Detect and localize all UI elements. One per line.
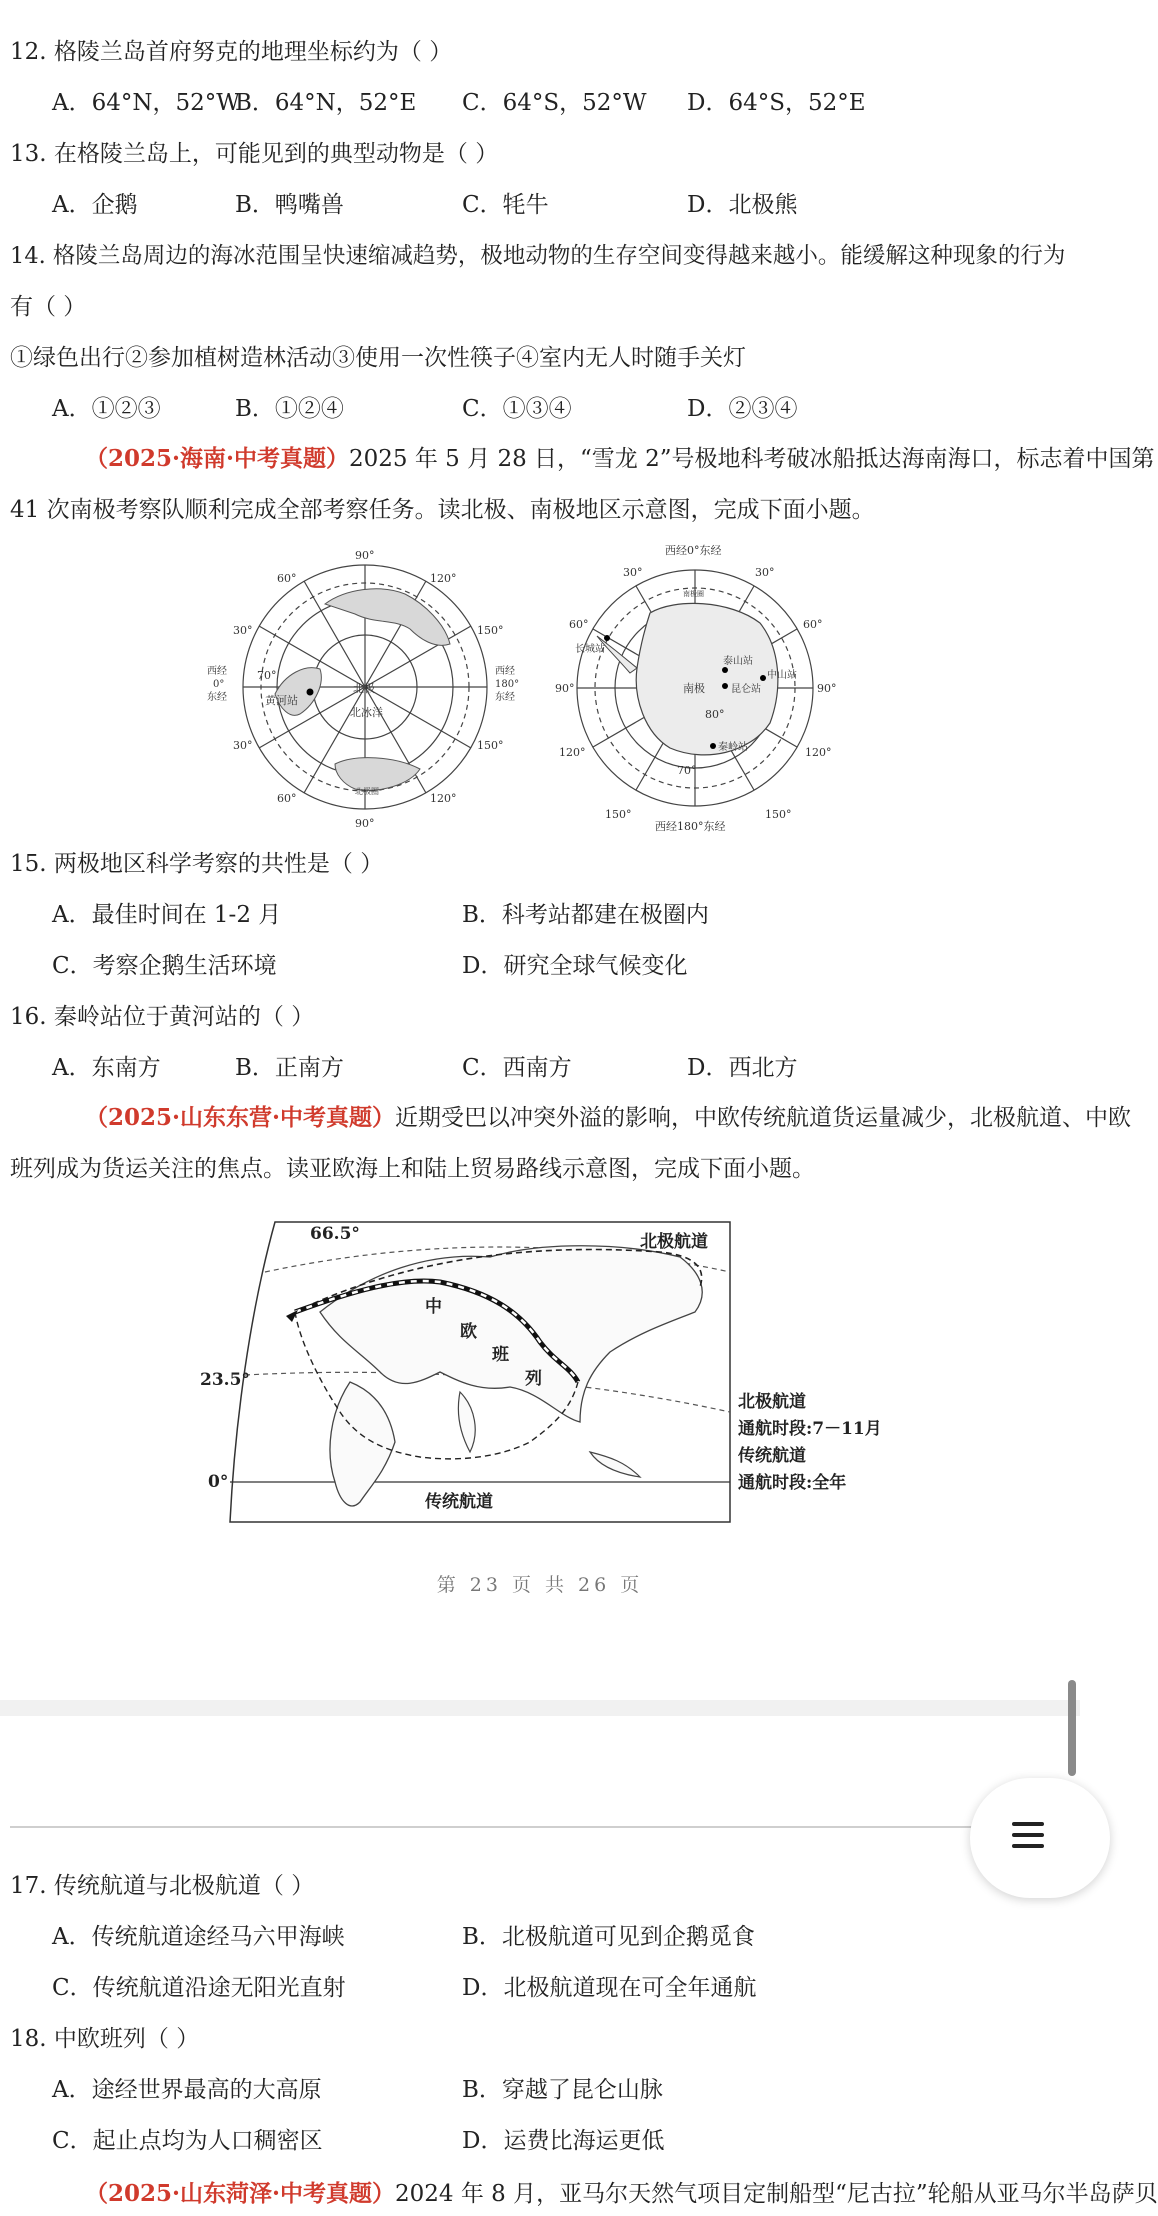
q12-option-c: C．64°S，52°W xyxy=(462,90,647,116)
antarctic-label-r60: 60° xyxy=(803,618,823,631)
q17-option-b: B．北极航道可见到企鹅觅食 xyxy=(462,1924,755,1950)
arctic-west-label-right: 西经 xyxy=(495,666,515,677)
traditional-route-label: 传统航道 xyxy=(425,1492,493,1512)
question-17-stem: 17. 传统航道与北极航道（ ） xyxy=(10,1873,315,1899)
q18-option-a: A．途经世界最高的大高原 xyxy=(52,2077,322,2103)
q15-option-d: D．研究全球气候变化 xyxy=(462,953,688,979)
dongying-intro-line1 xyxy=(85,1102,1131,1134)
heze-source-tag: （2025·山东菏泽·中考真题） xyxy=(85,2180,396,2207)
q16-option-a: A．东南方 xyxy=(52,1055,161,1081)
legend-traditional-period: 通航时段:全年 xyxy=(738,1473,847,1493)
arctic-label-tr120: 120° xyxy=(430,572,457,585)
q14-option-a: A．①②③ xyxy=(52,396,161,422)
kunlun-station-label: 昆仑站 xyxy=(731,684,761,695)
q12-option-d: D．64°S，52°E xyxy=(687,90,866,116)
taishan-station-dot xyxy=(722,667,728,673)
q18-option-c: C．起止点均为人口稠密区 xyxy=(52,2128,323,2154)
q15-option-b: B．科考站都建在极圈内 xyxy=(462,902,709,928)
q17-option-d: D．北极航道现在可全年通航 xyxy=(462,1975,757,2001)
q15-option-c: C．考察企鹅生活环境 xyxy=(52,953,277,979)
hainan-intro-text: 2025 年 5 月 28 日，“雪龙 2”号极地科考破冰船抵达海南海口，标志着中国第 xyxy=(349,446,1155,472)
antarctic-label-l150: 150° xyxy=(605,808,632,821)
antarctic-label-bottom: 西经180°东经 xyxy=(655,820,726,833)
arctic-label-l30: 30° xyxy=(233,624,253,637)
antarctic-label-r90: 90° xyxy=(817,682,837,695)
heze-intro-line1 xyxy=(85,2178,1158,2210)
legend-arctic-route: 北极航道 xyxy=(738,1392,806,1412)
arctic-label-br150: 150° xyxy=(477,739,504,752)
qinling-station-dot xyxy=(710,743,716,749)
antarctic-circle-label: 南极圈 xyxy=(683,590,704,598)
dongying-intro-text: 近期受巴以冲突外溢的影响，中欧传统航道货运量减少，北极航道、中欧 xyxy=(395,1105,1132,1131)
train-label-1: 中 xyxy=(425,1297,442,1317)
huanghe-station-dot xyxy=(307,689,314,696)
train-label-3: 班 xyxy=(492,1345,509,1365)
q15-option-a: A．最佳时间在 1-2 月 xyxy=(52,902,282,928)
zhongshan-station-label: 中山站 xyxy=(767,670,797,681)
hainan-source-tag: （2025·海南·中考真题） xyxy=(85,445,350,472)
arctic-west-label: 西经 xyxy=(207,666,227,677)
arctic-label-tl60: 60° xyxy=(277,572,297,585)
q13-option-b: B．鸭嘴兽 xyxy=(235,192,344,218)
south-pole-label: 南极 xyxy=(683,682,705,695)
antarctic-label-r150: 150° xyxy=(765,808,792,821)
q18-option-b: B．穿越了昆仑山脉 xyxy=(462,2077,663,2103)
hainan-intro-line2: 41 次南极考察队顺利完成全部考察任务。读北极、南极地区示意图，完成下面小题。 xyxy=(10,497,875,523)
lat-23-5-label: 23.5° xyxy=(200,1370,250,1390)
question-14-stem-line1: 14. 格陵兰岛周边的海冰范围呈快速缩减趋势，极地动物的生存空间变得越来越小。能缓解这种现象的行为 xyxy=(10,243,1066,269)
north-pole-label: 北极 xyxy=(353,682,375,695)
changcheng-station-label: 长城站 xyxy=(575,644,605,655)
lat-66-5-label: 66.5° xyxy=(310,1224,360,1244)
q17-option-a: A．传统航道途经马六甲海峡 xyxy=(52,1924,345,1950)
arctic-route-label: 北极航道 xyxy=(640,1232,708,1252)
scrollbar-thumb[interactable] xyxy=(1068,1680,1076,1776)
question-15-stem: 15. 两极地区科学考察的共性是（ ） xyxy=(10,851,384,877)
kunlun-station-dot xyxy=(722,683,728,689)
antarctic-label-tr30: 30° xyxy=(755,566,775,579)
zhongshan-station-dot xyxy=(760,675,766,681)
arctic-east-label: 东经 xyxy=(207,692,227,703)
antarctic-lat70-label: 70° xyxy=(677,764,697,777)
q13-option-a: A．企鹅 xyxy=(52,192,138,218)
question-13-stem: 13. 在格陵兰岛上，可能见到的典型动物是（ ） xyxy=(10,141,499,167)
dongying-source-tag: （2025·山东东营·中考真题） xyxy=(85,1104,396,1131)
page-gap xyxy=(0,1700,1080,1716)
huanghe-station-label: 黄河站 xyxy=(265,694,298,707)
train-label-2: 欧 xyxy=(460,1322,477,1342)
page-divider xyxy=(10,1826,1000,1828)
question-14-statements: ①绿色出行②参加植树造林活动③使用一次性筷子④室内无人时随手关灯 xyxy=(10,345,746,371)
q12-option-b: B．64°N，52°E xyxy=(235,90,417,116)
question-16-stem: 16. 秦岭站位于黄河站的（ ） xyxy=(10,1004,315,1030)
arctic-label-bottom: 90° xyxy=(355,817,375,830)
lat-0-label: 0° xyxy=(208,1472,229,1492)
antarctic-label-tl30: 30° xyxy=(623,566,643,579)
q16-option-d: D．西北方 xyxy=(687,1055,798,1081)
q12-option-a: A．64°N，52°W xyxy=(52,90,240,116)
q14-option-c: C．①③④ xyxy=(462,396,572,422)
train-label-4: 列 xyxy=(525,1369,542,1389)
q16-option-b: B．正南方 xyxy=(235,1055,344,1081)
antarctic-lat80-label: 80° xyxy=(705,708,725,721)
q13-option-c: C．牦牛 xyxy=(462,192,549,218)
taishan-station-label: 泰山站 xyxy=(723,656,753,667)
legend-traditional-route: 传统航道 xyxy=(738,1446,806,1466)
antarctic-label-l60: 60° xyxy=(569,618,589,631)
arctic-zero-label: 0° xyxy=(213,679,225,690)
q17-option-c: C．传统航道沿途无阳光直射 xyxy=(52,1975,346,2001)
hainan-intro-line1 xyxy=(85,443,1154,475)
q16-option-c: C．西南方 xyxy=(462,1055,572,1081)
arctic-map xyxy=(205,544,535,830)
arctic-ocean-label: 北冰洋 xyxy=(350,706,383,719)
arctic-label-r150: 150° xyxy=(477,624,504,637)
arctic-east-label-right: 东经 xyxy=(495,692,515,703)
q14-option-b: B．①②④ xyxy=(235,396,344,422)
antarctic-label-top: 西经0°东经 xyxy=(665,544,722,557)
arctic-label-top: 90° xyxy=(355,549,375,562)
antarctic-label-r120: 120° xyxy=(805,746,832,759)
arctic-circle-label: 北极圈 xyxy=(355,787,379,796)
antarctic-label-l90: 90° xyxy=(555,682,575,695)
legend-arctic-period: 通航时段:7－11月 xyxy=(738,1419,882,1439)
menu-button[interactable] xyxy=(970,1778,1110,1898)
qinling-station-label: 秦岭站 xyxy=(718,742,748,753)
question-14-stem-line2: 有（ ） xyxy=(10,294,87,320)
question-18-stem: 18. 中欧班列（ ） xyxy=(10,2026,200,2052)
arctic-180-label: 180° xyxy=(495,679,520,690)
dongying-intro-line2: 班列成为货运关注的焦点。读亚欧海上和陆上贸易路线示意图，完成下面小题。 xyxy=(10,1156,815,1182)
arctic-label-bl30: 30° xyxy=(233,739,253,752)
antarctic-map xyxy=(555,538,875,833)
heze-intro-text: 2024 年 8 月，亚马尔天然气项目定制船型“尼古拉”轮船从亚马尔半岛萨贝 xyxy=(395,2181,1158,2207)
question-12-stem: 12. 格陵兰岛首府努克的地理坐标约为（ ） xyxy=(10,39,453,65)
antarctic-label-l120: 120° xyxy=(559,746,586,759)
arctic-lat70-label: 70° xyxy=(257,669,277,682)
arctic-label-br120: 120° xyxy=(430,792,457,805)
q14-option-d: D．②③④ xyxy=(687,396,798,422)
hamburger-menu-icon xyxy=(1012,1822,1044,1855)
q13-option-d: D．北极熊 xyxy=(687,192,798,218)
eurasia-trade-route-map xyxy=(200,1212,900,1532)
arctic-label-bl60: 60° xyxy=(277,792,297,805)
page-number-footer: 第 23 页 共 26 页 xyxy=(436,1574,644,1596)
q18-option-d: D．运费比海运更低 xyxy=(462,2128,665,2154)
changcheng-station-dot xyxy=(604,635,610,641)
